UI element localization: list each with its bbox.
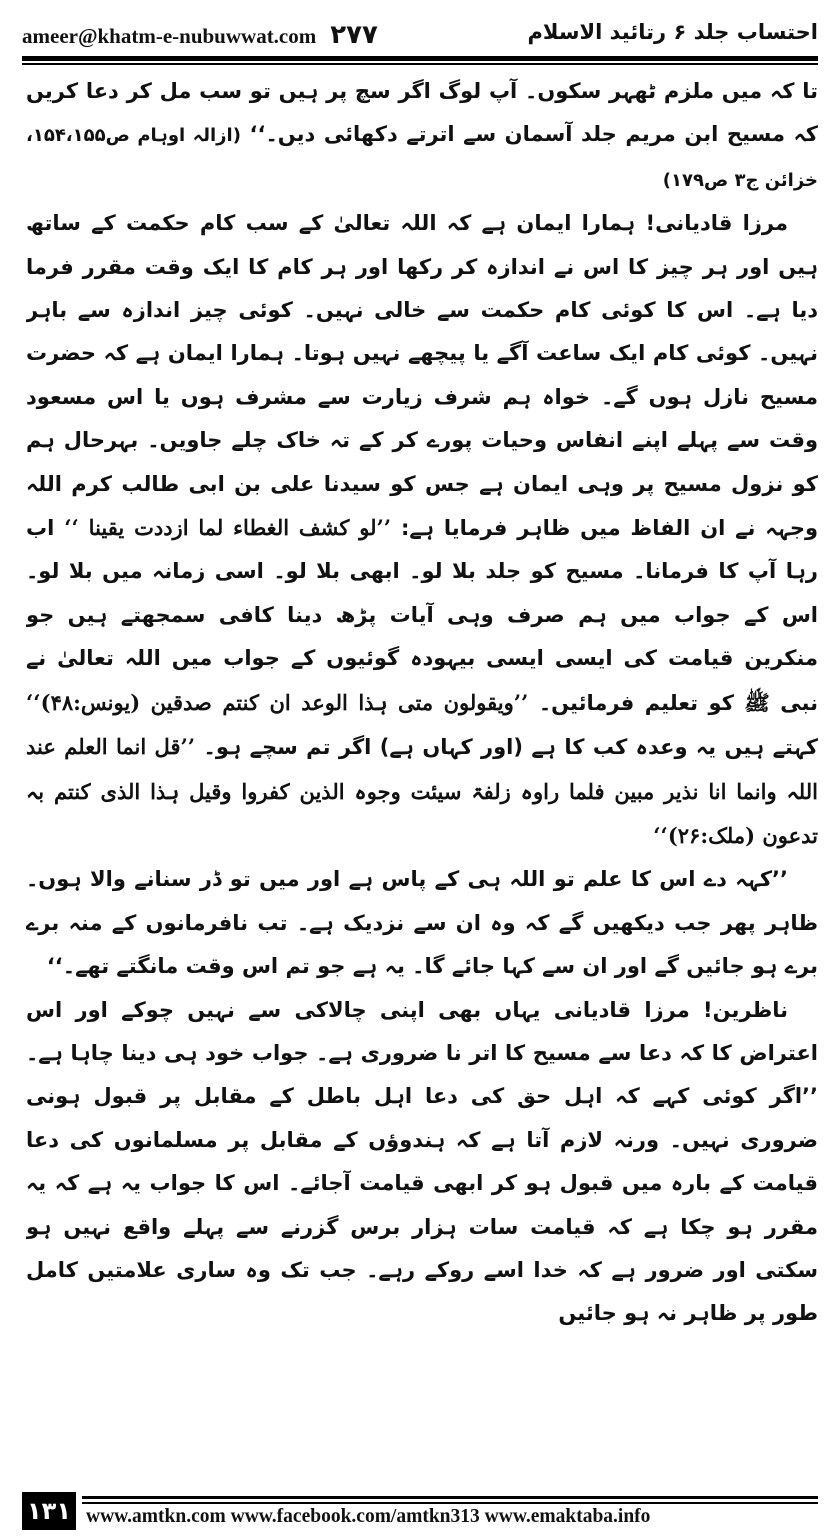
paragraph-4: ناظرین! مرزا قادیانی یہاں بھی اپنی چالاکی سے نہیں چوکے اور اس اعتراض کا کہ دعا سے مسیح کا اتر نا ضروری ہے۔ جواب خود ہی دینا چاہا ہے۔ ’’اگر کوئی کہے کہ اہل حق کی دعا اہل باطل کے مقابل پر قبول ہونی ضروری نہیں۔ ورنہ لازم آتا ہے کہ ہندوؤں کے مقابل پر مسلمانوں کی دعا قیامت کے بارہ میں قبول ہو کر ابھی قیامت آجائے۔ اس کا جواب یہ ہے کہ یہ مقرر ہو چکا ہے کہ قیامت سات ہزار برس گزرنے سے پہلے واقع نہیں ہو سکتی اور ضرور ہے کہ خدا اسے روکے رہے۔ جب تک وہ ساری علامتیں کامل طور پر ظاہر نہ ہو جائیں <box>26 997 818 1326</box>
paragraph-1-text: تا کہ میں ملزم ٹھہر سکوں۔ آپ لوگ اگر سچ پر ہیں تو سب مل کر دعا کریں کہ مسیح ابن مریم جلد آسمان سے اترتے دکھائی دیں۔‘‘ <box>26 79 818 147</box>
paragraph-1 <box>26 70 818 202</box>
citation-reference: (ازالہ اوہام ص۱۵۴،۱۵۵، خزائن ج۳ ص۱۷۹) <box>26 125 818 191</box>
header-email: ameer@khatm-e-nubuwwat.com <box>22 24 317 48</box>
arabic-quote-2: ’’ویقولون متی ہذا الوعد ان کنتم صدقین (یونس:۴۸)‘‘ <box>26 689 529 715</box>
header-rule-thin <box>22 63 818 65</box>
paragraph-2-text-a: مرزا قادیانی! ہمارا ایمان ہے کہ اللہ تعالیٰ کے سب کام حکمت کے ساتھ ہیں اور ہر چیز کا اس نے اندازہ کر رکھا اور ہر کام کا ایک وقت مقرر فرما دیا ہے۔ اس کا کوئی کام حکمت سے خالی نہیں۔ کوئی چیز اندازہ سے باہر نہیں۔ کوئی کام ایک ساعت آگے یا پیچھے نہیں ہوتا۔ ہمارا ایمان ہے کہ حضرت مسیح نازل ہوں گے۔ خواہ ہم شرف زیارت سے مشرف ہوں یا اس مسعود وقت سے پہلے اپنے انفاس وحیات پورے کر کے تہ خاک چلے جاویں۔ بہرحال ہم کو نزول مسیح پر وہی ایمان ہے جس کو سیدنا علی بن ابی طالب کرم اللہ وجہہ نے ان الفاظ میں ظاہر فرمایا ہے: <box>26 211 818 541</box>
page-footer <box>22 1492 818 1532</box>
footer-rule-thin <box>82 1502 818 1504</box>
footer-page-number: ۱۳۱ <box>22 1492 76 1530</box>
arabic-quote-3: ’’قل انما العلم عند اللہ وانما انا نذیر مبین فلما راوہ زلفۃ سیئت وجوہ الذین کفروا وقیل ہذا الذی کنتم بہ تدعون (ملک:۲۶)‘‘ <box>26 734 818 848</box>
paragraph-3: ’’کہہ دے اس کا علم تو اللہ ہی کے پاس ہے اور میں تو ڈر سنانے والا ہوں۔ ظاہر پھر جب دیکھیں گے کہ وہ ان سے نزدیک ہے۔ تب نافرمانوں کے منہ برے برے ہو جائیں گے اور ان سے کہا جائے گا۔ یہ ہے جو تم اس وقت مانگتے تھے۔‘‘ <box>26 867 818 979</box>
header-left <box>22 20 378 50</box>
header-book-title: احتساب جلد ۶ رتائید الاسلام <box>527 20 818 44</box>
paragraph-2-text-c: کہتے ہیں یہ وعدہ کب کا ہے (اور کہاں ہے) اگر تم سچے ہو۔ <box>203 735 818 760</box>
header-page-number: ۲۷۷ <box>330 20 378 50</box>
footer-rule-thick <box>82 1496 818 1499</box>
page-body <box>26 70 818 1480</box>
footer-urls: www.amtkn.com www.facebook.com/amtkn313 www.emaktaba.info <box>86 1506 651 1527</box>
page-header <box>22 14 818 54</box>
paragraph-2 <box>26 202 818 858</box>
header-rule-thick <box>22 56 818 61</box>
paragraph-2-text-b: اب رہا آپ کا فرمانا۔ مسیح کو جلد بلا لو۔ ابھی بلا لو۔ اسی زمانہ میں بلا لو۔ اس کے جواب میں ہم صرف وہی آیات پڑھ دینا کافی سمجھتے ہیں جو منکرین قیامت کی ایسی ایسی بیہودہ گوئیوں کے جواب میں اللہ تعالیٰ نے نبی ﷺ کو تعلیم فرمائیں۔ <box>26 516 818 715</box>
arabic-quote-1: ’’لو کشف الغطاء لما ازددت یقینا ‘‘ <box>64 515 392 541</box>
